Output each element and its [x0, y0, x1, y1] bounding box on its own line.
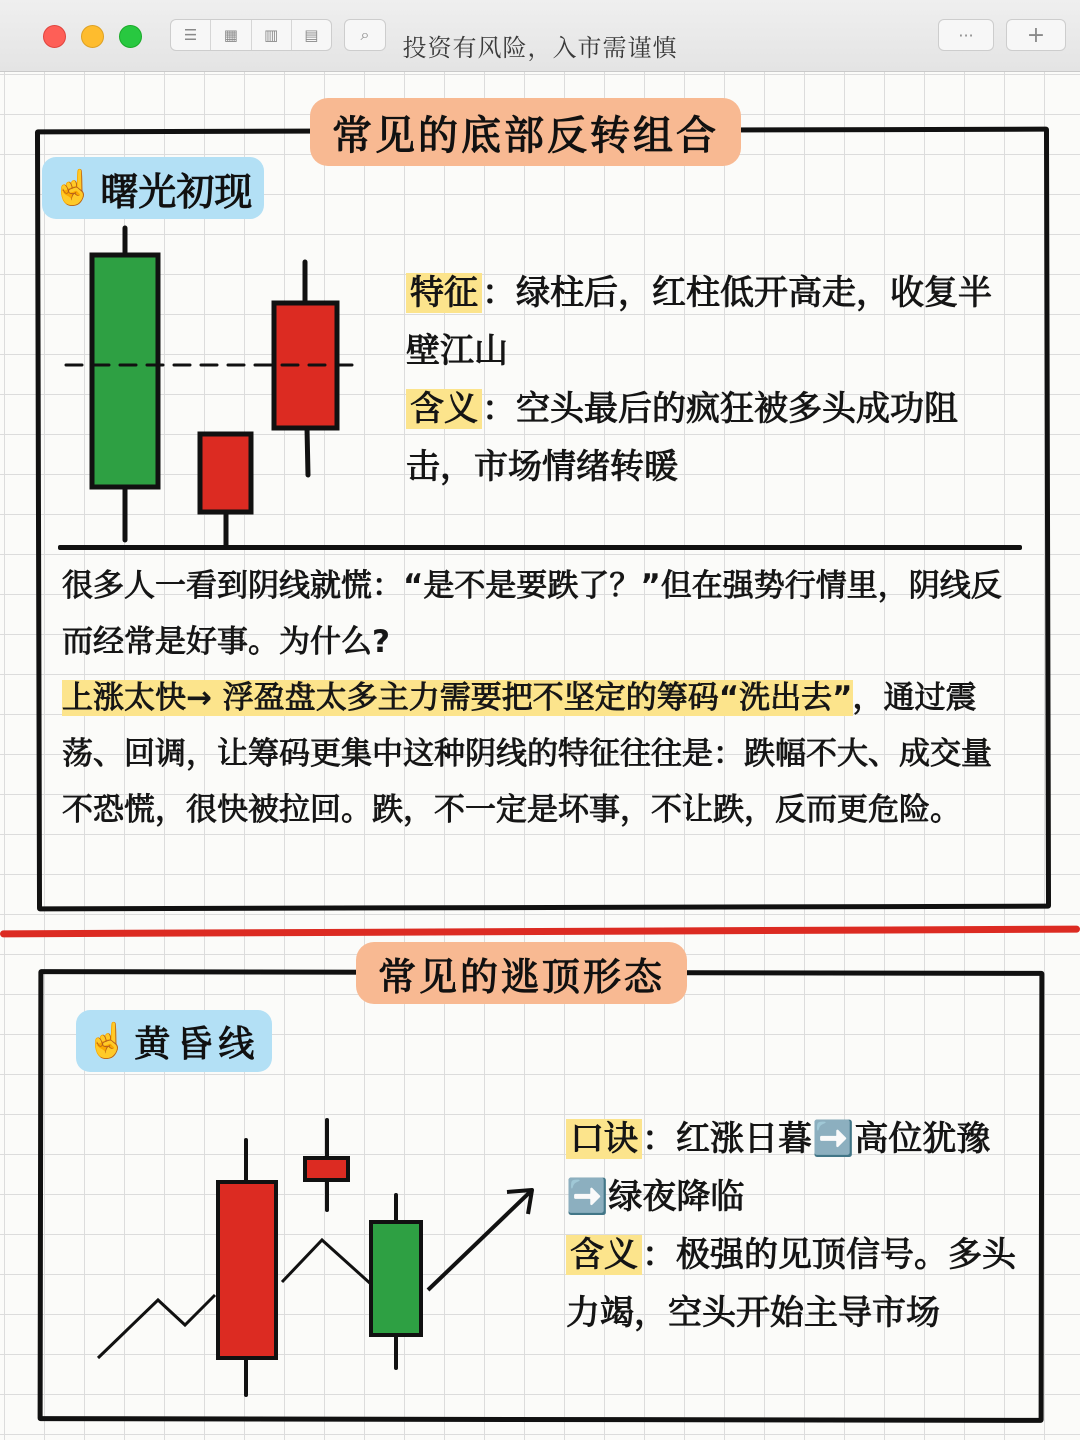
pointing-hand-icon: ☝️ [86, 1021, 129, 1061]
section1-title: 常见的底部反转组合 [310, 98, 741, 166]
body-highlight: 上涨太快→ 浮盈盘太多主力需要把不坚定的筹码“洗出去” [62, 680, 853, 716]
map-icon[interactable]: ▥ [252, 20, 292, 50]
grid-icon[interactable]: ▦ [211, 20, 251, 50]
window-title: 投资有风险，入市需谨慎 [402, 34, 678, 62]
meaning-label: 含义 [566, 1235, 642, 1275]
pointing-hand-icon: ☝️ [52, 168, 95, 208]
bearish-candle-body [371, 1222, 421, 1335]
bullish-candle-body [200, 434, 251, 512]
section1-tag-label: 曙光初现 [100, 169, 253, 214]
more-button[interactable]: ··· [938, 19, 994, 51]
bullish-candle-body [218, 1182, 276, 1358]
section2-tag-label: 黄昏线 [134, 1023, 261, 1065]
star-candle-body [305, 1158, 348, 1180]
feature-label: 特征 [406, 273, 482, 313]
dawn-pattern-illustration [66, 228, 360, 545]
bearish-candle-body [92, 255, 158, 487]
meaning-text: ：极强的见顶信号。多头力竭，空头开始主导市场 [566, 1235, 1016, 1333]
candle-wick [307, 428, 308, 475]
body-paragraph-end: ，通过震荡、回调，让筹码更集中这种阴线的特征往往是：跌幅不大、成交量不恐慌，很快被拉回。跌，不一定是坏事，不让跌，反而更危险。 [62, 680, 992, 828]
trend-line [282, 1240, 372, 1285]
calendar-icon[interactable]: ▤ [304, 26, 319, 44]
add-button[interactable]: + [1006, 19, 1066, 51]
meaning-label: 含义 [406, 389, 482, 429]
mnemonic-text: ：红涨日暮➡️高位犹豫➡️绿夜降临 [566, 1119, 991, 1217]
arrow-shaft [428, 1192, 530, 1290]
meaning-text: ：空头最后的疯狂被多头成功阻击，市场情绪转暖 [406, 389, 958, 487]
evening-star-illustration [98, 1120, 532, 1395]
section2-title: 常见的逃顶形态 [356, 942, 687, 1004]
list-icon[interactable]: ☰ [171, 20, 211, 50]
search-icon: ⌕ [360, 25, 370, 44]
trend-line [98, 1295, 215, 1358]
feature-text: ：绿柱后，红柱低开高走，收复半壁江山 [406, 273, 992, 371]
body-paragraph-start: 很多人一看到阴线就慌：“是不是要跌了？”但在强势行情里，阴线反而经常是好事。为什么? [62, 568, 1002, 660]
mnemonic-label: 口诀 [566, 1119, 642, 1159]
